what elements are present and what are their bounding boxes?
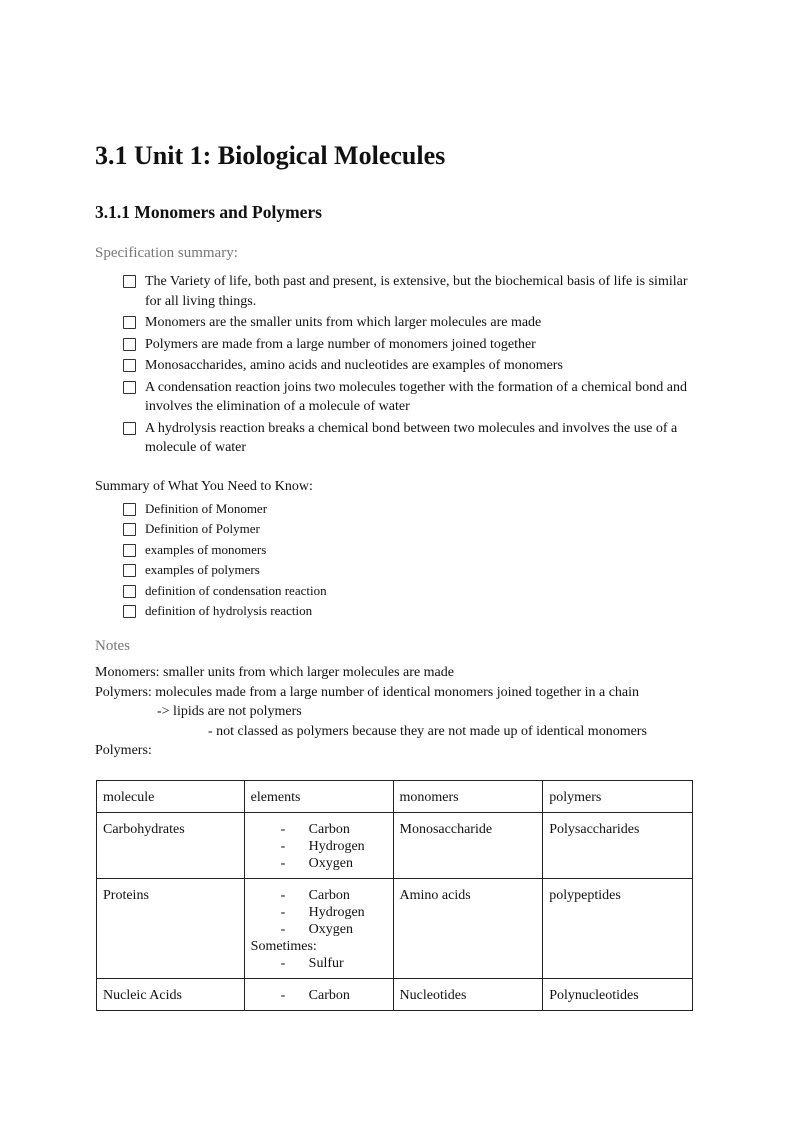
element-name: Carbon [308,988,350,1003]
dash-bullet: - [280,922,286,937]
checkbox[interactable] [123,422,136,435]
dash-bullet: - [280,905,286,920]
notes-heading: Notes [95,638,130,654]
checklist-item [121,540,327,560]
checklist-item-text: Definition of Monomer [145,501,268,516]
summary-heading: Summary of What You Need to Know: [95,479,313,494]
checklist-item [121,419,701,458]
element-item [251,921,387,938]
element-item [251,904,387,921]
checklist-item-text: examples of polymers [145,562,260,578]
element-name: Hydrogen [308,905,365,920]
checklist-item-text: A hydrolysis reaction breaks a chemical bond between two molecules and involves the use of a molecule of water [145,420,678,455]
dash-bullet: - [280,888,286,903]
checklist-item-text: Polymers are made from a large number of monomers joined together [145,336,536,352]
checklist-item [121,272,701,311]
checklist-item [121,335,701,355]
checkbox[interactable] [123,381,136,394]
checklist-item [121,581,327,601]
checklist-item-text: A condensation reaction joins two molecules together with the formation of a chemical bond and involves the elimination of a molecule of water [145,379,687,414]
header-cell: monomers [393,781,543,813]
note-line: Monomers: smaller units from which larger molecules are made [95,665,454,680]
elements-cell [244,813,393,879]
spec-checklist [121,272,701,460]
element-item [251,955,387,972]
checklist-item [121,356,701,376]
notes-body [95,663,647,761]
summary-checklist [121,499,327,621]
molecule-cell: Carbohydrates [97,813,245,879]
note-line: -> lipids are not polymers [157,704,302,719]
monomers-cell: Monosaccharide [393,813,543,879]
checklist-item-text: Monomers are the smaller units from which larger molecules are made [145,315,542,330]
table-header-row [97,781,693,813]
dash-bullet: - [280,839,286,854]
checkbox[interactable] [123,316,136,329]
note-line: Polymers: [95,743,152,758]
polymers-cell: polypeptides [543,879,693,979]
element-item [251,887,387,904]
checklist-item [121,313,701,333]
element-name: Carbon [308,822,350,837]
element-name: Hydrogen [308,839,365,854]
checklist-item [121,601,327,621]
checklist-item [121,519,327,539]
polymers-cell: Polysaccharides [543,813,693,879]
element-name: Sulfur [308,956,344,971]
molecule-cell: Proteins [97,879,245,979]
checklist-item-text: Definition of Polymer [145,521,260,537]
checkbox[interactable] [123,523,136,536]
monomers-cell: Amino acids [393,879,543,979]
dash-bullet: - [280,956,286,971]
spec-heading: Specification summary: [95,245,238,261]
element-item [251,821,387,838]
checklist-item-text: Monosaccharides, amino acids and nucleotides are examples of monomers [145,358,563,373]
polymers-cell: Polynucleotides [543,979,693,1011]
checklist-item-text: examples of monomers [145,541,267,557]
elements-cell [244,979,393,1011]
table-row [97,813,693,879]
sometimes-label: Sometimes: [250,939,317,954]
element-name: Oxygen [308,856,353,871]
element-name: Carbon [308,888,350,903]
checkbox[interactable] [123,338,136,351]
checklist-item [121,499,327,519]
checklist-item [121,560,327,580]
dash-bullet: - [280,856,286,871]
checkbox[interactable] [123,605,136,618]
molecules-table [96,780,693,1011]
checkbox[interactable] [123,564,136,577]
section-title: 3.1.1 Monomers and Polymers [95,202,322,222]
table-row [97,879,693,979]
header-cell: polymers [543,781,693,813]
checkbox[interactable] [123,275,136,288]
monomers-cell: Nucleotides [393,979,543,1011]
checklist-item [121,378,701,417]
page-title: 3.1 Unit 1: Biological Molecules [95,141,446,170]
checkbox[interactable] [123,503,136,516]
checkbox[interactable] [123,359,136,372]
dash-bullet: - [280,988,286,1003]
dash-bullet: - [280,822,286,837]
header-cell: elements [244,781,393,813]
molecule-cell: Nucleic Acids [97,979,245,1011]
header-cell: molecule [97,781,245,813]
checklist-item-text: definition of hydrolysis reaction [145,603,313,619]
checklist-item-text: definition of condensation reaction [145,582,327,598]
checkbox[interactable] [123,544,136,557]
note-line: - not classed as polymers because they are not made up of identical monomers [208,723,647,739]
element-name: Oxygen [308,922,353,937]
element-item [251,987,387,1004]
element-item [251,855,387,872]
checkbox[interactable] [123,585,136,598]
element-item [251,838,387,855]
elements-cell [244,879,393,979]
note-line: Polymers: molecules made from a large number of identical monomers joined together in a chain [95,684,640,700]
checklist-item-text: The Variety of life, both past and present, is extensive, but the biochemical basis of life is similar for all living things. [145,274,688,309]
table-row [97,979,693,1011]
